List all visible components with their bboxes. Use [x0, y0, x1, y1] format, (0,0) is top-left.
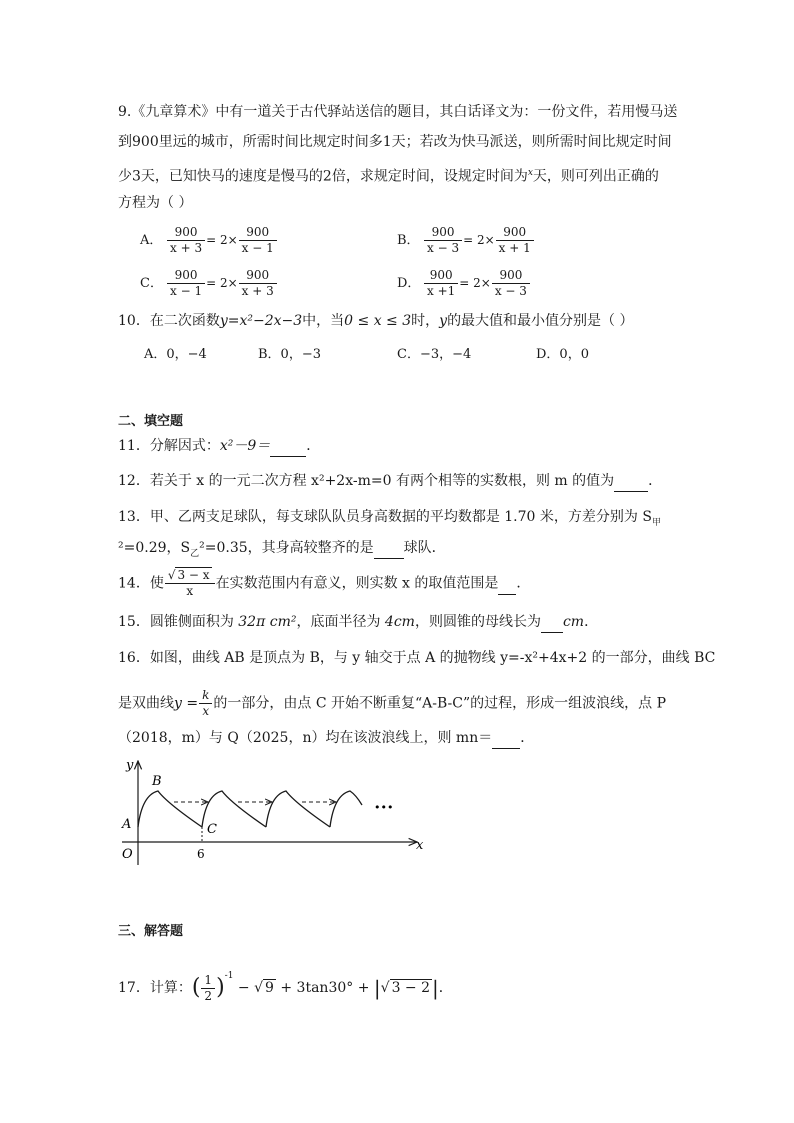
q13-sub-1: 甲 — [651, 517, 661, 528]
q16-frac-den: x — [202, 704, 210, 718]
q16-blank — [492, 728, 520, 749]
q12-blank — [614, 471, 648, 492]
q17-minus: − — [233, 980, 255, 996]
frac-den: x − 3 — [494, 284, 527, 298]
q15-end: ． — [584, 614, 599, 630]
q17-exponent: -1 — [224, 971, 234, 981]
wave-segment-1 — [138, 791, 202, 827]
q17-line: 17．计算：( $\frac{1}{2}$ )$^{-1}$ − √ 9 + 3tan30° + |√ 3 − 2 |． — [118, 971, 453, 1003]
q17-abs-content: 3 − 2 — [391, 980, 431, 996]
q16-line-2a: 是双曲线 — [118, 695, 174, 712]
q16-line-2 — [118, 688, 666, 719]
q12-post: ． — [648, 473, 663, 489]
q14-end: ． — [516, 575, 531, 592]
q13-line-2c: 球队． — [403, 540, 446, 556]
q16-y-equals: y = — [174, 695, 199, 712]
y-axis-label: y — [126, 758, 134, 773]
q15-line — [118, 612, 598, 633]
q14-frac-den: x — [186, 584, 194, 598]
q14-line — [118, 568, 530, 599]
paren-open: ( — [191, 975, 201, 1000]
point-c-label: C — [207, 822, 217, 837]
option-label: A． — [140, 233, 163, 248]
q10-option-a: A．0，−4 — [144, 347, 207, 362]
frac-den: x + 3 — [170, 241, 203, 255]
q11-post: ． — [306, 438, 321, 454]
q9-line-1: 9.《九章算术》中有一道关于古代驿站送信的题目，其白话译文为：一份文件，若用慢马送 — [118, 104, 678, 120]
q16-line-3-text: （2018，m）与 Q（2025，n）均在该波浪线上，则 mn＝ — [118, 730, 493, 746]
q17-frac-den: 2 — [204, 988, 213, 1003]
q15-pre: 15．圆锥侧面积为 — [118, 614, 239, 630]
abs-bar-right: | — [432, 976, 439, 1000]
frac-den: x − 3 — [427, 241, 460, 255]
q13-sub-2: 乙 — [190, 548, 200, 559]
wave-curve-figure — [112, 755, 432, 870]
option-label: B． — [397, 233, 420, 248]
q9-option-b — [397, 225, 535, 256]
q12-text: 12．若关于 x 的一元二次方程 x²+2x-m=0 有两个相等的实数根，则 m 的值为 — [118, 473, 615, 489]
q13-blank — [374, 538, 404, 559]
frac-num: 900 — [424, 268, 458, 284]
q15-blank — [541, 612, 563, 633]
q15-post: ，则圆锥的母线长为 — [414, 614, 541, 630]
q11-blank — [270, 436, 306, 457]
q15-area: 32π cm² — [238, 614, 297, 630]
wave-segment-4 — [330, 791, 362, 827]
q15-unit: cm — [562, 614, 585, 630]
q11-pre: 11．分解因式： — [118, 438, 220, 454]
q9-line-3a: 少3天，已知快马的速度是慢马的2倍，求规定时间，设规定时间为 — [118, 168, 528, 185]
q9-option-d — [397, 268, 531, 299]
paren-close: ) — [216, 975, 225, 1000]
q13-line-1-text: 13．甲、乙两支足球队，每支球队队员身高数据的平均数都是 1.70 米，方差分别为 S — [118, 509, 652, 525]
frac-num: 900 — [424, 225, 462, 241]
frac-num: 900 — [239, 225, 277, 241]
equals: = 2× — [206, 233, 238, 247]
q15-radius: 4cm — [384, 614, 415, 630]
frac-num: 900 — [496, 225, 534, 241]
q17-plus-tan: + 3tan30° + — [275, 980, 374, 996]
frac-num: 900 — [239, 268, 277, 284]
q11-line — [118, 436, 320, 457]
wave-segment-3 — [266, 791, 330, 827]
q9-line-2: 到900里远的城市，所需时间比规定时间多1天；若改为快马派送，则所需时间比规定时间 — [118, 134, 672, 150]
q13-line-2b: ²=0.35，其身高较整齐的是 — [199, 540, 374, 556]
q9-option-a — [140, 225, 278, 256]
equals: = 2× — [206, 276, 238, 290]
q10-option-d: D．0，0 — [536, 347, 589, 362]
q13-line-2a: ²=0.29，S — [118, 540, 191, 556]
q10-option-b: B．0，−3 — [258, 347, 321, 362]
q10-function: y=x²−2x−3 — [219, 313, 303, 329]
option-label: D． — [397, 276, 421, 291]
q17-end: ． — [438, 980, 453, 996]
q16-line-3 — [118, 728, 534, 749]
frac-den: x − 1 — [241, 241, 274, 255]
q14-pre: 14．使 — [118, 575, 164, 592]
q17-pre: 17．计算： — [118, 980, 192, 996]
q16-end: ． — [520, 730, 535, 746]
q10-mid: 中，当 — [302, 313, 345, 329]
q10-option-c: C．−3，−4 — [397, 347, 472, 362]
point-b-label: B — [152, 774, 162, 789]
q9-option-c — [140, 268, 278, 299]
q9-var: x — [527, 168, 533, 178]
q13-line-2 — [118, 538, 446, 564]
q10-y: y — [439, 313, 448, 329]
q9-line-3 — [118, 163, 659, 187]
equals: = 2× — [463, 233, 495, 247]
section-fill-in-title: 二、填空题 — [118, 414, 184, 429]
q9-line-3b: 天，则可列出正确的 — [532, 168, 659, 185]
q9-line-4: 方程为（ ） — [118, 195, 193, 211]
q16-frac-num: k — [199, 688, 212, 704]
q14-radicand: 3 − x — [177, 568, 210, 582]
frac-den: x − 1 — [170, 284, 203, 298]
frac-den: x + 3 — [241, 284, 274, 298]
frac-den: x +1 — [427, 284, 456, 298]
q10-range: 0 ≤ x ≤ 3 — [344, 313, 412, 329]
q10-line — [118, 311, 634, 331]
frac-num: 900 — [492, 268, 530, 284]
option-label: C． — [140, 276, 163, 291]
q16-line-2b: 的一部分，由点 C 开始不断重复“A-B-C”的过程，形成一组波浪线，点 P — [213, 695, 667, 712]
origin-label: O — [122, 847, 133, 862]
tick-six-label: 6 — [197, 847, 205, 861]
q16-line-1: 16．如图，曲线 AB 是顶点为 B，与 y 轴交于点 A 的抛物线 y=-x²+4x+2 的一部分，曲线 BC — [118, 650, 716, 666]
point-a-label: A — [122, 817, 132, 832]
q10-pre: 10．在二次函数 — [118, 313, 220, 329]
frac-num: 900 — [167, 225, 205, 241]
q14-frac-num: √ 3 − x — [165, 568, 215, 584]
q17-frac-num: 1 — [201, 973, 215, 989]
q10-post: 时， — [411, 313, 440, 329]
equals: = 2× — [459, 276, 491, 290]
q14-blank — [498, 574, 516, 595]
x-axis-label: x — [416, 838, 424, 853]
q14-post: 在实数范围内有意义，则实数 x 的取值范围是 — [215, 575, 499, 592]
abs-bar-left: | — [373, 976, 381, 1000]
frac-num: 900 — [167, 268, 205, 284]
q17-sqrt9: 9 — [265, 980, 274, 996]
frac-den: x + 1 — [498, 241, 531, 255]
q15-mid: ，底面半径为 — [296, 614, 385, 630]
q13-line-1 — [118, 507, 661, 533]
q11-expr: x²－9＝ — [219, 438, 271, 454]
q10-end: 的最大值和最小值分别是（ ） — [447, 313, 634, 329]
continuation-dots: ••• — [374, 801, 394, 814]
q12-line — [118, 471, 662, 492]
section-solve-title: 三、解答题 — [118, 924, 184, 939]
